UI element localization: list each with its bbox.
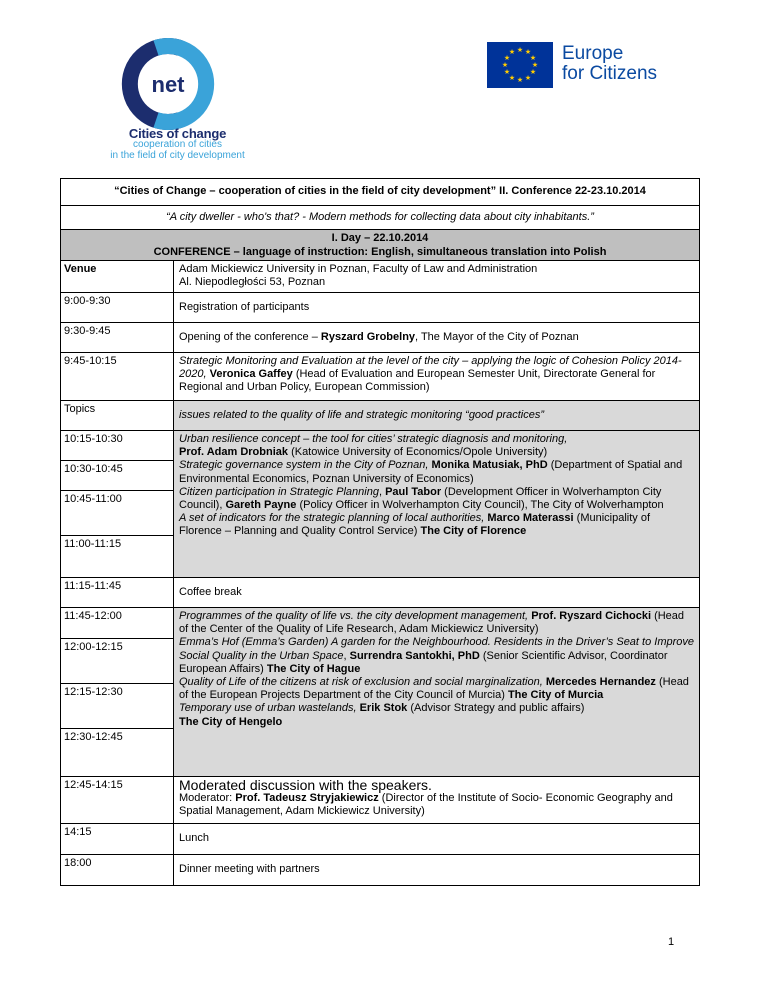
row-time: 10:45-11:00	[61, 491, 173, 536]
discussion-title: Moderated discussion with the speakers.	[179, 777, 432, 793]
venue-line2: Al. Niepodległości 53, Poznan	[179, 276, 326, 289]
svg-text:★: ★	[524, 48, 532, 56]
talk-title: Urban resilience concept – the tool for cities’ strategic diagnosis and monitoring,	[179, 433, 568, 445]
speaker-name-2: Gareth Payne	[225, 499, 297, 512]
row-time: 10:15-10:30	[61, 431, 173, 461]
page-number: 1	[668, 936, 675, 948]
cities-sub2: in the field of city development	[110, 150, 245, 161]
speaker-name: Marco Materassi	[487, 512, 574, 525]
svg-text:★: ★	[503, 68, 511, 76]
row-time: 10:30-10:45	[61, 461, 173, 491]
times-column	[61, 431, 174, 577]
row-time: 12:30-12:45	[64, 731, 123, 743]
conference-language: CONFERENCE – language of instruction: English, simultaneous translation into Polish	[153, 246, 607, 258]
table-row	[60, 578, 700, 608]
row-time: 12:45-14:15	[61, 777, 174, 823]
talk-item	[179, 702, 694, 728]
row-time: Venue	[61, 261, 174, 292]
svg-text:★: ★	[529, 54, 537, 62]
cities-of-change-logo-text	[80, 128, 275, 161]
row-content: Registration of participants	[179, 300, 310, 313]
speaker-affiliation: (Head of Evaluation and European Semester Unit, Directorate General for Regional and Urban Policy, European Commission)	[179, 368, 656, 394]
table-row	[60, 855, 700, 886]
talk-title: Strategic Monitoring and Evaluation at the level of the city – applying the logic of Cohesion Policy 2014-2020,	[179, 355, 682, 381]
talk-title: Strategic governance system in the City of Poznan,	[179, 459, 429, 472]
talk-item	[179, 433, 694, 459]
svg-text:★: ★	[529, 68, 537, 76]
svg-text:★: ★	[531, 61, 539, 69]
row-rest: , The Mayor of the City of Poznan	[415, 330, 579, 343]
moderator-line	[179, 792, 694, 818]
speaker-affiliation: (Katowice University of Economics/Opole University)	[291, 446, 548, 459]
moderator-affiliation: (Director of the Institute of Socio- Economic Geography and Spatial Management, Adam Mickiewicz University)	[179, 792, 673, 818]
cities-title: Cities of change	[128, 126, 227, 141]
row-text: Opening of the conference –	[179, 330, 321, 343]
speaker-name: Surrendra Santokhi, PhD	[349, 649, 480, 662]
svg-text:★: ★	[508, 48, 516, 56]
talk-title: Emma’s Hof (Emma’s Garden) A garden for the Neighbourhood. Residents in the Driver’s Seat to Improve Social Quality in the Urban Space	[179, 636, 695, 662]
eu-flag-icon	[487, 42, 553, 88]
conference-subtitle: “A city dweller - who's that? - Modern methods for collecting data about city inhabitants.”	[60, 206, 700, 230]
row-time: 9:00-9:30	[61, 293, 174, 322]
speaker-name: Veronica Gaffey	[209, 368, 293, 381]
speaker-name: Monika Matusiak, PhD	[431, 459, 548, 472]
speaker-affiliation: (Municipality of Florence – Planning and Quality Control Service)	[179, 512, 651, 538]
svg-text:★: ★	[516, 76, 524, 84]
row-time: 12:15-12:30	[61, 684, 173, 729]
talk-item	[179, 676, 694, 702]
speaker-affiliation: (Senior Scientific Advisor, Coordinator European Affairs)	[179, 649, 668, 675]
eu-line2: for Citizens	[562, 63, 658, 84]
table-row	[60, 323, 700, 353]
row-time: 14:15	[61, 824, 174, 854]
net-logo	[118, 38, 218, 130]
row-content	[174, 777, 699, 823]
svg-text:net: net	[151, 72, 185, 97]
table-row	[60, 824, 700, 855]
svg-text:★: ★	[508, 74, 516, 82]
topics-text: issues related to the quality of life and strategic monitoring “good practices”	[179, 408, 545, 421]
svg-text:★: ★	[524, 74, 532, 82]
moderator-name: Prof. Tadeusz Stryjakiewicz	[235, 792, 379, 805]
cities-sub1: cooperation of cities	[133, 139, 222, 150]
row-time: 12:00-12:15	[61, 639, 173, 684]
venue-line1: Adam Mickiewicz University in Poznan, Faculty of Law and Administration	[179, 263, 538, 275]
europe-for-citizens-logo	[487, 42, 687, 90]
table-row	[60, 353, 700, 401]
speaker-affiliation: (Head of the European Projects Department of the City Council of Murcia)	[179, 676, 689, 702]
moderator-label: Moderator:	[179, 792, 233, 805]
speaker-name: Ryszard Grobelny	[320, 330, 416, 343]
row-time: 11:00-11:15	[64, 538, 122, 550]
talk-title: Quality of Life of the citizens at risk of exclusion and social marginalization,	[179, 676, 543, 689]
day-label: I. Day – 22.10.2014	[331, 232, 429, 244]
row-time: 11:45-12:00	[61, 608, 173, 639]
session-block-1	[60, 431, 700, 578]
city-name: The City of Murcia	[507, 689, 604, 702]
talk-title: Programmes of the quality of life vs. the city development management,	[179, 610, 529, 622]
talk-item: Emma’s Hof (Emma’s Garden) A garden for the Neighbourhood. Residents in the Driver’s Seat to Improve Social Quality in the Urban Space, Surrendra Santokhi, PhD (Senior Scientific Advisor, Coordinator European Affairs) The City of Hague	[179, 636, 695, 675]
row-time: 18:00	[61, 855, 174, 885]
row-time: Topics	[61, 401, 174, 430]
conference-title: “Cities of Change – cooperation of cities in the field of city development” II. Conference 22-23.10.2014	[60, 178, 700, 206]
speaker-affiliation-2: (Policy Officer in Wolverhampton City Council), The City of Wolverhampton	[299, 499, 664, 512]
speaker-affiliation: (Head of the Center of the Quality of Life Research, Adam Mickiewicz University)	[179, 610, 685, 636]
row-content: Lunch	[179, 832, 209, 845]
city-name: The City of Hague	[266, 662, 361, 675]
speaker-name: Erik Stok	[359, 702, 408, 715]
eu-line1: Europe	[562, 43, 624, 64]
talk-item	[179, 512, 694, 538]
speaker-name: Mercedes Hernandez	[545, 676, 656, 689]
talk-title: A set of indicators for the strategic planning of local authorities,	[179, 512, 485, 525]
talk-item	[179, 459, 694, 485]
city-name: The City of Hengelo	[179, 715, 283, 728]
day-header	[60, 230, 700, 261]
row-content: Coffee break	[179, 585, 242, 598]
session-block-2	[60, 608, 700, 777]
svg-text:★: ★	[516, 46, 524, 54]
row-time: 11:15-11:45	[61, 578, 174, 607]
topics-row	[60, 401, 700, 431]
table-row	[60, 293, 700, 323]
talk-title: Citizen participation in Strategic Planning	[179, 485, 379, 498]
session-content	[174, 431, 699, 577]
times-column	[61, 608, 174, 776]
speaker-affiliation: (Advisor Strategy and public affairs)	[410, 702, 585, 715]
table-row	[60, 261, 700, 293]
table-row	[60, 777, 700, 824]
session-content	[174, 608, 699, 776]
speaker-affiliation: (Development Officer in Wolverhampton City Council),	[179, 485, 662, 512]
talk-item	[179, 610, 694, 636]
row-content	[174, 261, 699, 292]
svg-text:★: ★	[503, 54, 511, 62]
row-content	[174, 323, 699, 352]
row-content	[174, 353, 699, 400]
speaker-name: Prof. Adam Drobniak	[179, 446, 288, 459]
svg-text:★: ★	[501, 61, 509, 69]
row-time: 9:45-10:15	[61, 353, 174, 400]
speaker-name: Paul Tabor	[385, 485, 442, 498]
speaker-affiliation: (Department of Spatial and Environmental Economics, Poznan University of Economics)	[179, 459, 683, 485]
row-content: Dinner meeting with partners	[179, 863, 320, 876]
programme-table	[60, 178, 700, 886]
talk-title: Temporary use of urban wastelands,	[179, 702, 357, 715]
row-time: 9:30-9:45	[61, 323, 174, 352]
speaker-name: Prof. Ryszard Cichocki	[531, 610, 652, 622]
talk-item: Citizen participation in Strategic Planning, Paul Tabor (Development Officer in Wolverhampton City Council), Gareth Payne (Policy Officer in Wolverhampton City Council), The City of Wolverhampton	[179, 485, 664, 512]
city-name: The City of Florence	[420, 525, 527, 538]
